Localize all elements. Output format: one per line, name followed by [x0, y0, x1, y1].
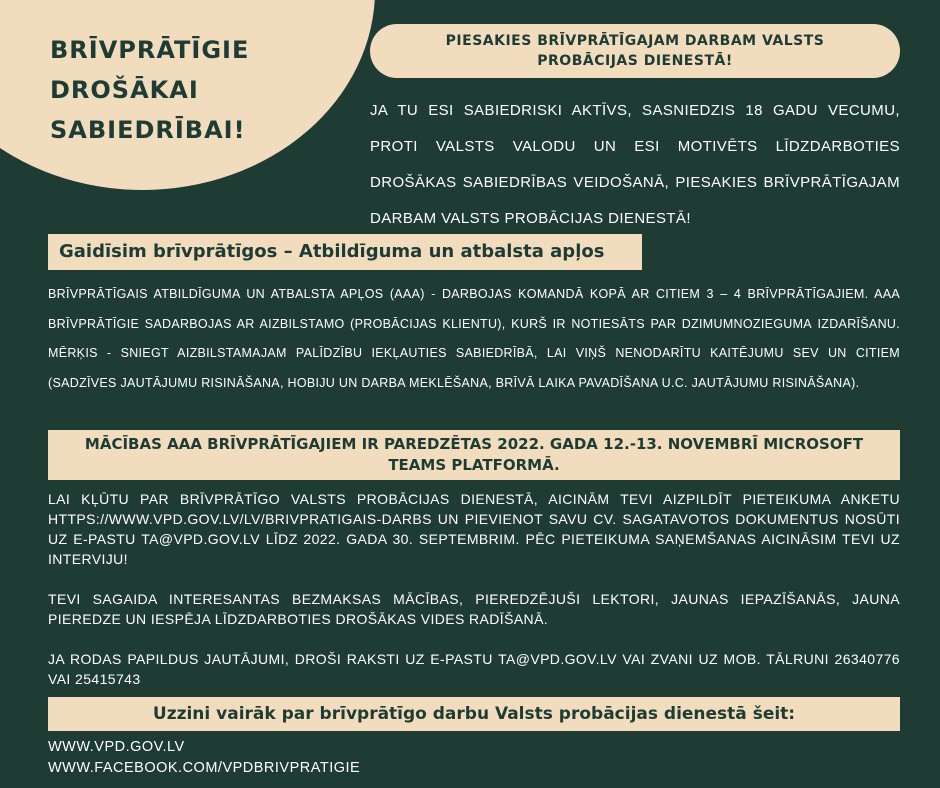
- training-heading: MĀCĪBAS AAA BRĪVPRĀTĪGAJIEM IR PAREDZĒTAS 2022. GADA 12.-13. NOVEMBRĪ MICROSOFT TEAMS PLATFORMĀ.: [48, 430, 900, 480]
- links-list: [48, 737, 648, 779]
- apply-banner: PIESAKIES BRĪVPRĀTĪGAJAM DARBAM VALSTS PROBĀCIJAS DIENESTĀ!: [370, 24, 900, 78]
- contact-text: JA RODAS PAPILDUS JAUTĀJUMI, DROŠI RAKSTI UZ E-PASTU TA@VPD.GOV.LV VAI ZVANI UZ MOB. TĀLRUNI 26340776 VAI 25415743: [48, 651, 900, 687]
- more-info-heading: Uzzini vairāk par brīvprātīgo darbu Valsts probācijas dienestā šeit:: [48, 697, 900, 731]
- link-vpd-website[interactable]: WWW.VPD.GOV.LV: [48, 739, 185, 755]
- intro-text: JA TU ESI SABIEDRISKI AKTĪVS, SASNIEDZIS 18 GADU VECUMU, PROTI VALSTS VALODU UN ESI MOTIVĒTS LĪDZDARBOTIES DROŠĀKAS SABIEDRĪBAS VEIDOŠANĀ, PIESAKIES BRĪVPRĀTĪGAJAM DARBAM VALSTS PROBĀCIJAS DIENESTĀ!: [370, 102, 900, 227]
- headline: BRĪVPRĀTĪGIE DROŠĀKAI SABIEDRĪBAI!: [50, 36, 250, 144]
- aaa-description: BRĪVPRĀTĪGAIS ATBILDĪGUMA UN ATBALSTA APĻOS (AAA) - DARBOJAS KOMANDĀ KOPĀ AR CITIEM 3 – 4 BRĪVPRĀTĪGAJIEM. AAA BRĪVPRĀTĪGIE SADARBOJAS AR AIZBILSTAMO (PROBĀCIJAS KLIENTU), KURŠ IR NOTIESĀTS PAR DZIMUMNOZIEGUMА IZDARĪŠANU. MĒRĶIS - SNIEGT AIZBILSTAMAJAM PALĪDZĪBU IEKĻAUTIES SABIEDRĪBĀ, LAI VIŅŠ NENODARĪTU KAITĒJUMU SEV UN CITIEM (SADZĪVES JAUTĀJUMU RISINĀŠANA, HOBIJU UN DARBA MEKLĒŠANA, BRĪVĀ LAIKA PAVADĪŠANA U.C. JAUTĀJUMU RISINĀŠANA).: [48, 287, 900, 390]
- apply-instructions: LAI KĻŪTU PAR BRĪVPRĀTĪGO VALSTS PROBĀCIJAS DIENESTĀ, AICINĀM TEVI AIZPILDĪT PIETEIKUMA ANKETU HTTPS://WWW.VPD.GOV.LV/LV/BRIVPRATIGAIS-DARBS UN PIEVIENOT SAVU CV. SAGATAVOTOS DOKUMENTUS NOSŪTI UZ E-PASTU TA@VPD.GOV.LV LĪDZ 2022. GADA 30. SEPTEMBRIM. PĒC PIETEIKUMA SAŅEMŠANAS AICINĀSIM TEVI UZ INTERVIJU!: [48, 491, 900, 567]
- benefits-text: TEVI SAGAIDA INTERESANTAS BEZMAKSAS MĀCĪBAS, PIEREDZĒJUŠI LEKTORI, JAUNAS IEPAZĪŠANĀS, JAUNA PIEREDZE UN IESPĒJA LĪDZDARBOTIES DROŠĀKAS VIDES RADĪŠANĀ.: [48, 591, 900, 627]
- link-facebook[interactable]: WWW.FACEBOOK.COM/VPDBRIVPRATIGIE: [48, 760, 361, 776]
- section-heading-aaa: Gaidīsim brīvprātīgos – Atbildīguma un atbalsta apļos: [48, 234, 642, 270]
